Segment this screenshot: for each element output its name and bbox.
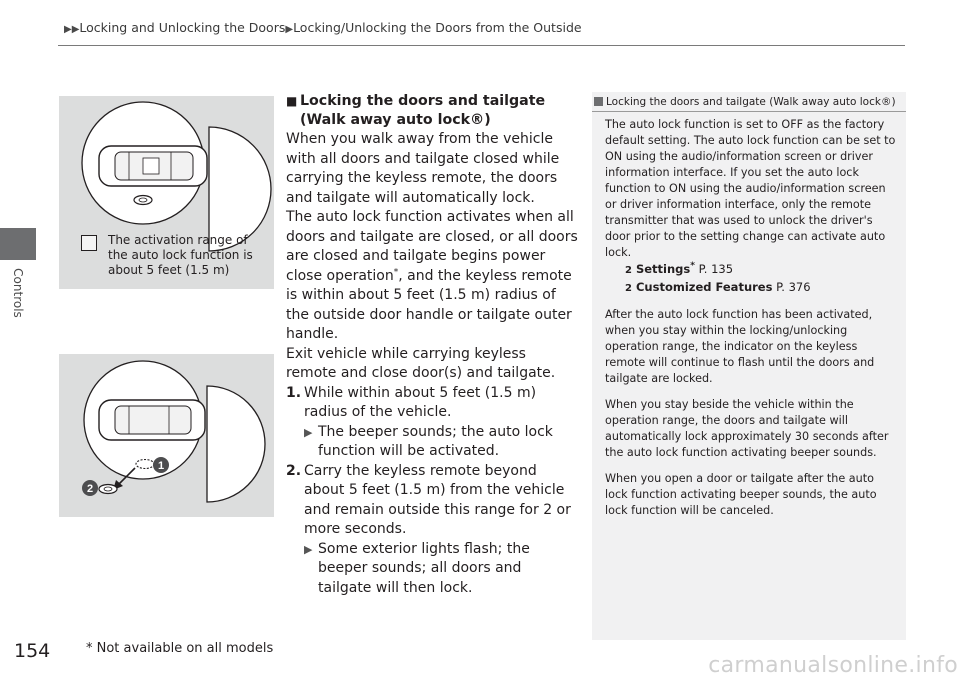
walk-away-illustration: [59, 354, 274, 517]
vehicle-top-view-icon: [99, 146, 207, 186]
notes-paragraph: After the auto lock function has been activated, when you stay within the locking/unlocking operation range, the indicator on the keyless remote will continue to flash until the doors and tailgate are locked.: [605, 308, 875, 385]
walk-away-figure: [59, 354, 274, 517]
notes-paragraph: The auto lock function is set to OFF as the factory default setting. The auto lock function can be set to ON using the audio/information screen or driver information interface. If you set the auto lock function to ON using the audio/information screen or driver information interface, only the remote transmitter that was used to unlock the driver's door prior to the setting change can activate auto lock.: [605, 118, 896, 259]
result-arrow-icon: ▶: [304, 542, 313, 556]
notes-paragraph: When you stay beside the vehicle within the operation range, the doors and tailgate will automatically lock approximately 30 seconds after the auto lock function activating beeper sounds.: [605, 398, 889, 459]
step-result: ▶ Some exterior lights flash; the beeper sounds; all doors and tailgate will then lock.: [304, 540, 578, 599]
step-item: [286, 384, 578, 462]
keyless-remote-icon: [134, 196, 152, 205]
breadcrumb-arrow-icon: ▶▶: [64, 24, 80, 35]
header-divider: [58, 45, 905, 46]
reference-arrow-icon: 2: [625, 265, 632, 276]
notes-paragraph: When you open a door or tailgate after the auto lock function activating beeper sounds, the auto lock function will be canceled.: [605, 472, 877, 517]
section-heading-text: Locking the doors and tailgate (Walk away auto lock®): [300, 93, 546, 128]
svg-text:1: 1: [157, 460, 165, 472]
callout-2-icon: [82, 480, 98, 496]
notes-panel: [592, 92, 906, 640]
notes-body: [605, 117, 898, 519]
heading-marker-icon: ■: [286, 94, 298, 108]
cross-reference-link[interactable]: 2 Settings* P. 135: [625, 261, 734, 276]
step-result: ▶ The beeper sounds; the auto lock function will be activated.: [304, 423, 578, 462]
footnote: * Not available on all models: [86, 641, 274, 656]
step-number: 2.: [286, 462, 302, 479]
keyless-remote-flashing-icon: [136, 460, 154, 469]
callout-1-icon: [153, 457, 169, 473]
svg-text:2: 2: [86, 483, 94, 495]
breadcrumb-item-2[interactable]: Locking/Unlocking the Doors from the Outside: [293, 20, 582, 35]
step-text: While within about 5 feet (1.5 m) radius of the vehicle.: [304, 384, 537, 420]
section-heading: [286, 92, 578, 130]
watermark: carmanualsonline.info: [708, 653, 958, 678]
breadcrumb-arrow-icon: ▶: [285, 24, 294, 35]
step-text: Carry the keyless remote beyond about 5 feet (1.5 m) from the vehicle and remain outside this range for 2 or more seconds.: [304, 462, 571, 537]
activation-range-figure: [59, 96, 274, 289]
main-content: [286, 92, 578, 598]
breadcrumb-item-1[interactable]: Locking and Unlocking the Doors: [79, 20, 286, 35]
section-tab-label: Controls: [11, 268, 25, 318]
body-paragraph: Exit vehicle while carrying keyless remote and close door(s) and tailgate.: [286, 345, 556, 381]
step-number: 1.: [286, 384, 302, 401]
cross-reference-link[interactable]: 2 Customized Features P. 376: [625, 280, 811, 294]
result-arrow-icon: ▶: [304, 425, 313, 439]
reference-arrow-icon: 2: [625, 283, 632, 294]
page-number: 154: [14, 640, 51, 662]
callout-box-icon: [81, 235, 97, 251]
section-tab-marker: [0, 228, 36, 260]
keyless-remote-icon: [99, 485, 117, 494]
figure-caption: The activation range of the auto lock function is about 5 feet (1.5 m): [81, 233, 271, 278]
body-paragraph: When you walk away from the vehicle with all doors and tailgate closed while carrying the keyless remote, the doors and tailgate will automatically lock.: [286, 131, 560, 206]
breadcrumb: [64, 20, 582, 35]
notes-title: Locking the doors and tailgate (Walk away auto lock®): [592, 92, 906, 112]
body-paragraph: The auto lock function activates when all doors and tailgate are closed, or all doors are closed and tailgate begins power close operation*, and the keyless remote is within about 5 feet (1.5 m) radius of the outside door handle or tailgate outer handle.: [286, 209, 578, 342]
vehicle-top-view-icon: [99, 400, 205, 440]
step-item: [286, 462, 578, 599]
footnote-marker: *: [393, 266, 399, 277]
notes-marker-icon: [594, 97, 603, 106]
